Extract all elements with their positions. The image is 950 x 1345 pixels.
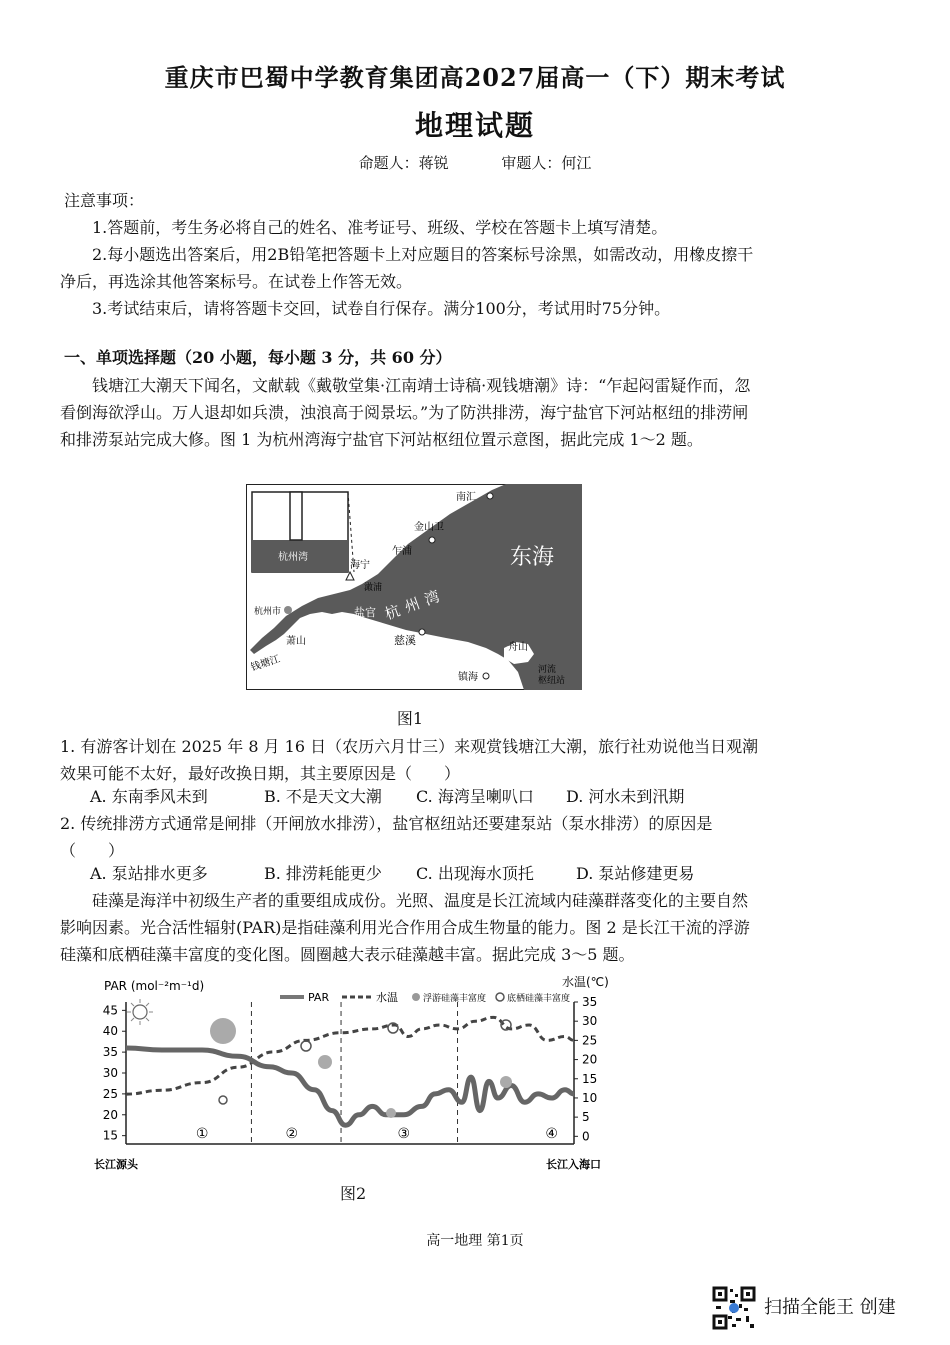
author: 命题人：蒋锐 (358, 154, 449, 172)
label-zhapu: 乍浦 (392, 546, 412, 557)
note-2: 2.每小题选出答案后，用2B铅笔把答题卡上对应题目的答案标号涂黑，如需改动，用橡皮擦干净后，再选涂其他答案标号。在试卷上作答无效。 (60, 245, 754, 291)
authors-line (0, 152, 950, 173)
q2-option-b[interactable]: B. 排涝耗能更少 (264, 864, 382, 883)
right-tick-label: 20 (582, 1052, 598, 1067)
reviewer: 审题人：何江 (501, 154, 592, 172)
bubble-benthic-1 (219, 1096, 227, 1104)
left-tick-label: 15 (102, 1128, 118, 1143)
figure1-caption: 图1 (396, 709, 424, 728)
label-hub-2: 枢纽站 (538, 676, 566, 686)
dot-cixi (419, 629, 425, 635)
label-qiantang: 钱塘江 (249, 653, 282, 674)
zone-label: ② (285, 1126, 299, 1142)
notes-title: 注意事项： (64, 191, 145, 210)
page-footer: 高一地理 第1页 (426, 1233, 524, 1249)
zone-label: ① (195, 1126, 209, 1142)
right-tick-label: 30 (582, 1014, 598, 1029)
left-tick-label: 25 (102, 1086, 118, 1101)
label-ganpu: 澉浦 (364, 583, 383, 593)
figure2-chart (90, 972, 620, 1172)
dot-zhenhai (483, 673, 489, 679)
right-tick-label: 15 (582, 1071, 598, 1086)
q2-option-d[interactable]: D. 泵站修建更易 (576, 864, 695, 883)
left-tick-label: 35 (102, 1045, 118, 1060)
dot-nanhui (487, 493, 493, 499)
sun-icon (127, 999, 153, 1025)
q1-stem: 1. 有游客计划在 2025 年 8 月 16 日（农历六月廿三）来观赏钱塘江大潮，旅行社劝说他当日观潮效果可能不太好，最好改换日期，其主要原因是（ ） (60, 737, 759, 783)
label-hub-1: 河流 (538, 665, 557, 675)
label-haining: 海宁 (350, 560, 370, 571)
subject-title: 地理试题 (414, 109, 535, 142)
label-inset-bay: 杭州湾 (278, 552, 308, 563)
label-jinshanwei: 金山卫 (414, 522, 444, 533)
legend-temp: 水温 (376, 991, 398, 1004)
dot-hangzhou (284, 606, 292, 614)
right-tick-label: 35 (582, 995, 598, 1009)
left-axis-label: PAR (mol⁻²m⁻¹d) (104, 979, 205, 993)
q2-stem: 2. 传统排涝方式通常是闸排（开闸放水排涝），盐官枢纽站还要建泵站（泵水排涝）的原因是（ ） (60, 814, 713, 860)
label-nanhui: 南汇 (456, 492, 476, 503)
richness-bubbles (210, 1018, 512, 1118)
legend-par: PAR (308, 991, 330, 1004)
note-3: 3.考试结束后，请将答题卡交回，试卷自行保存。满分100分，考试用时75分钟。 (92, 299, 671, 318)
section1-intro: 钱塘江大潮天下闻名，文献载《戴敬堂集·江南靖士诗稿·观钱塘潮》诗：“乍起闷雷疑作而，忽看倒海欲浮山。万人退却如兵溃，浊浪高于阅景坛。”为了防洪排涝，海宁盐官下河站枢纽的排涝闸和排涝泵站完成大修。图 1 为杭州湾海宁盐官下河站枢纽位置示意图，据此完成 1～2 题。 (60, 376, 751, 449)
label-cixi: 慈溪 (394, 634, 416, 647)
bubble-plankton-4 (500, 1076, 512, 1088)
zone-label: ④ (545, 1126, 558, 1142)
label-hangzhou-city: 杭州市 (254, 607, 282, 617)
section-heading: 一、单项选择题（20 小题，每小题 3 分，共 60 分） (64, 348, 452, 367)
q2-option-c[interactable]: C. 出现海水顶托 (416, 864, 534, 883)
bubble-plankton-1 (210, 1018, 236, 1044)
q1-option-d[interactable]: D. 河水未到汛期 (566, 787, 685, 806)
q1-option-b[interactable]: B. 不是天文大潮 (264, 787, 382, 806)
q1-options (90, 784, 750, 808)
dot-zhapu (429, 537, 435, 543)
q1-option-c[interactable]: C. 海湾呈喇叭口 (416, 787, 534, 806)
right-tick-label: 25 (582, 1033, 598, 1048)
figure1-map (246, 484, 582, 690)
label-zhoushan: 舟山 (508, 642, 528, 653)
left-tick-label: 40 (102, 1024, 118, 1039)
bubble-plankton-2 (318, 1055, 332, 1069)
zone-label: ③ (397, 1126, 411, 1142)
label-zhenhai: 镇海 (458, 672, 478, 683)
right-axis-label: 水温(℃) (562, 975, 609, 989)
bubble-plankton-3 (386, 1108, 396, 1118)
q2-options (90, 861, 750, 885)
x-end-label: 长江入海口 (546, 1158, 601, 1171)
label-hangzhou-bay: 杭州湾 (382, 584, 448, 624)
brand-watermark: 扫描全能王 创建 (764, 1297, 896, 1318)
school-title: 重庆市巴蜀中学教育集团高2027届高一（下）期末考试 (164, 63, 786, 92)
qr-code-icon (712, 1286, 756, 1330)
right-tick-label: 10 (582, 1090, 598, 1105)
left-tick-label: 20 (102, 1107, 118, 1122)
left-tick-label: 30 (102, 1066, 118, 1080)
bubble-benthic-2 (301, 1041, 311, 1051)
legend-plankton-swatch (412, 993, 420, 1001)
figure2-caption: 图2 (340, 1184, 367, 1203)
label-xiaoshan: 萧山 (286, 636, 306, 647)
q1-option-a[interactable]: A. 东南季风未到 (90, 787, 208, 806)
label-yanguan: 盐官 (354, 606, 376, 619)
inset-structure (290, 492, 302, 540)
section2-intro: 硅藻是海洋中初级生产者的重要组成成份。光照、温度是长江流域内硅藻群落变化的主要自然影响因素。光合活性辐射(PAR)是指硅藻利用光合作用合成生物量的能力。图 2 是长江干流的浮游硅藻和底栖硅藻丰富度的变化图。圆圈越大表示硅藻越丰富。据此完成 3～5 题。 (60, 891, 750, 964)
right-tick-label: 5 (582, 1110, 590, 1125)
legend-benthic: 底栖硅藻丰富度 (507, 994, 571, 1004)
legend-benthic-swatch (496, 993, 504, 1001)
legend-plankton: 浮游硅藻丰富度 (423, 994, 487, 1004)
left-tick-label: 45 (102, 1003, 118, 1018)
x-start-label: 长江源头 (94, 1158, 138, 1171)
q2-option-a[interactable]: A. 泵站排水更多 (90, 864, 208, 883)
right-tick-label: 0 (582, 1129, 590, 1144)
label-donghai: 东海 (510, 545, 555, 570)
note-1: 1.答题前，考生务必将自己的姓名、准考证号、班级、学校在答题卡上填写清楚。 (92, 218, 668, 237)
